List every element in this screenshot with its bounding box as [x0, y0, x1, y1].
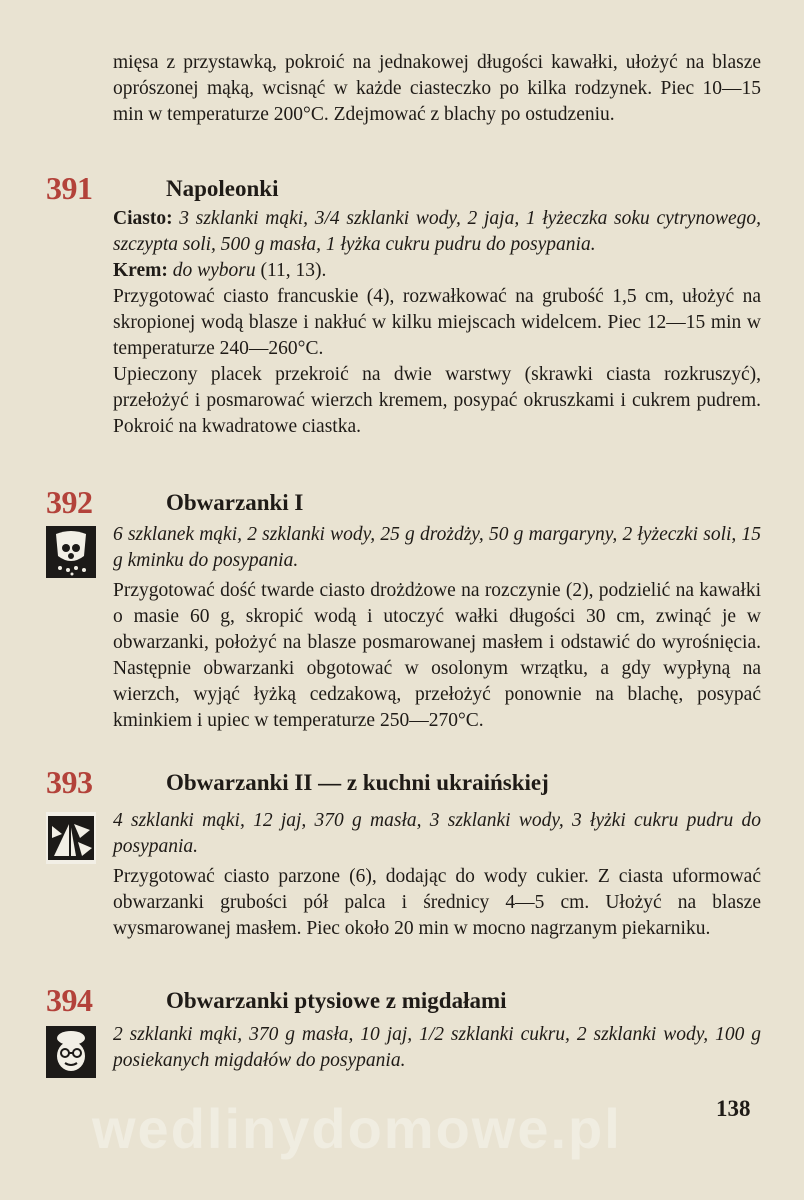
recipe-number: 391	[46, 170, 93, 206]
ingredients: 6 szklanek mąki, 2 szklanki wody, 25 g drożdży, 50 g margaryny, 2 łyżeczki soli, 15 g kminku do posypania.	[113, 524, 761, 571]
instructions-paragraph: Przygotować ciasto parzone (6), dodając do wody cukier. Z ciasta uformować obwarzanki grubości pół palca i średnicy 4—5 cm. Ułożyć na blasze wysmarowanej masłem. Piec około 20 min w mocno nagrzanym piekarniku.	[113, 866, 761, 939]
ingredients: 2 szklanki mąki, 370 g masła, 10 jaj, 1/2 szklanki cukru, 2 szklanki wody, 100 g posiekanych migdałów do posypania.	[113, 1024, 761, 1071]
cook-face-icon	[46, 1026, 96, 1078]
page-number: 138	[716, 1096, 751, 1121]
recipe-body	[113, 1022, 761, 1074]
instructions-paragraph: Przygotować ciasto francuskie (4), rozwałkować na grubość 1,5 cm, ułożyć na skropionej wodą blasze i nakłuć w kilku miejscach widelcem. Piec 12—15 min w temperaturze 240—260°C.	[113, 286, 761, 359]
krem-text: do wyboru	[172, 260, 256, 281]
recipe-body	[113, 206, 761, 440]
bowl-icon	[46, 526, 96, 578]
ingredients: 4 szklanki mąki, 12 jaj, 370 g masła, 3 szklanki wody, 3 łyżki cukru pudru do posypania.	[113, 810, 761, 857]
recipe-title: Obwarzanki II — z kuchni ukraińskiej	[166, 770, 549, 795]
intro-paragraph: mięsa z przystawką, pokroić na jednakowej długości kawałki, ułożyć na blasze oprószonej mąką, wcisnąć w każde ciasteczko po kilka rodzynek. Piec 10—15 min w temperaturze 200°C. Zdejmować z blachy po ostudzeniu.	[113, 52, 761, 125]
ingredients-ciasto	[113, 206, 761, 258]
recipe-number: 392	[46, 484, 93, 520]
instructions-paragraph: Upieczony placek przekroić na dwie warstwy (skrawki ciasta rozkruszyć), przełożyć i posmarować wierzch kremem, posypać okruszkami i cukrem pudrem. Pokroić na kwadratowe ciastka.	[113, 364, 761, 437]
ciasto-text: 3 szklanki mąki, 3/4 szklanki wody, 2 jaja, 1 łyżeczka soku cytrynowego, szczypta soli, 500 g masła, 1 łyżka cukru pudru do posypania.	[113, 208, 761, 255]
recipe-title: Obwarzanki I	[166, 490, 304, 515]
instructions-paragraph: Przygotować dość twarde ciasto drożdżowe na rozczynie (2), podzielić na kawałki o masie 60 g, skropić wodą i utoczyć wałki długości 30 cm, zwinąć je w obwarzanki, położyć na blasze posmarowanej masłem i odstawić do wyrośnięcia. Następnie obwarzanki obgotować w osolonym wrzątku, a gdy wypłyną na wierzch, wyjąć łyżką cedzakową, przełożyć ponownie na blachę, posypać kminkiem i upiec w temperaturze 250—270°C.	[113, 580, 761, 731]
ingredients-krem	[113, 258, 761, 284]
ciasto-label: Ciasto:	[113, 208, 173, 229]
recipe-number: 393	[46, 764, 93, 800]
recipe-title: Napoleonki	[166, 176, 279, 201]
recipe-number: 394	[46, 982, 93, 1018]
recipe-body	[113, 808, 761, 942]
recipe-body	[113, 522, 761, 734]
krem-label: Krem:	[113, 260, 168, 281]
pastry-icon	[46, 812, 96, 864]
krem-ref: (11, 13).	[255, 260, 327, 281]
watermark: wedlinydomowe.pl	[92, 1097, 622, 1160]
recipe-title: Obwarzanki ptysiowe z migdałami	[166, 988, 507, 1013]
